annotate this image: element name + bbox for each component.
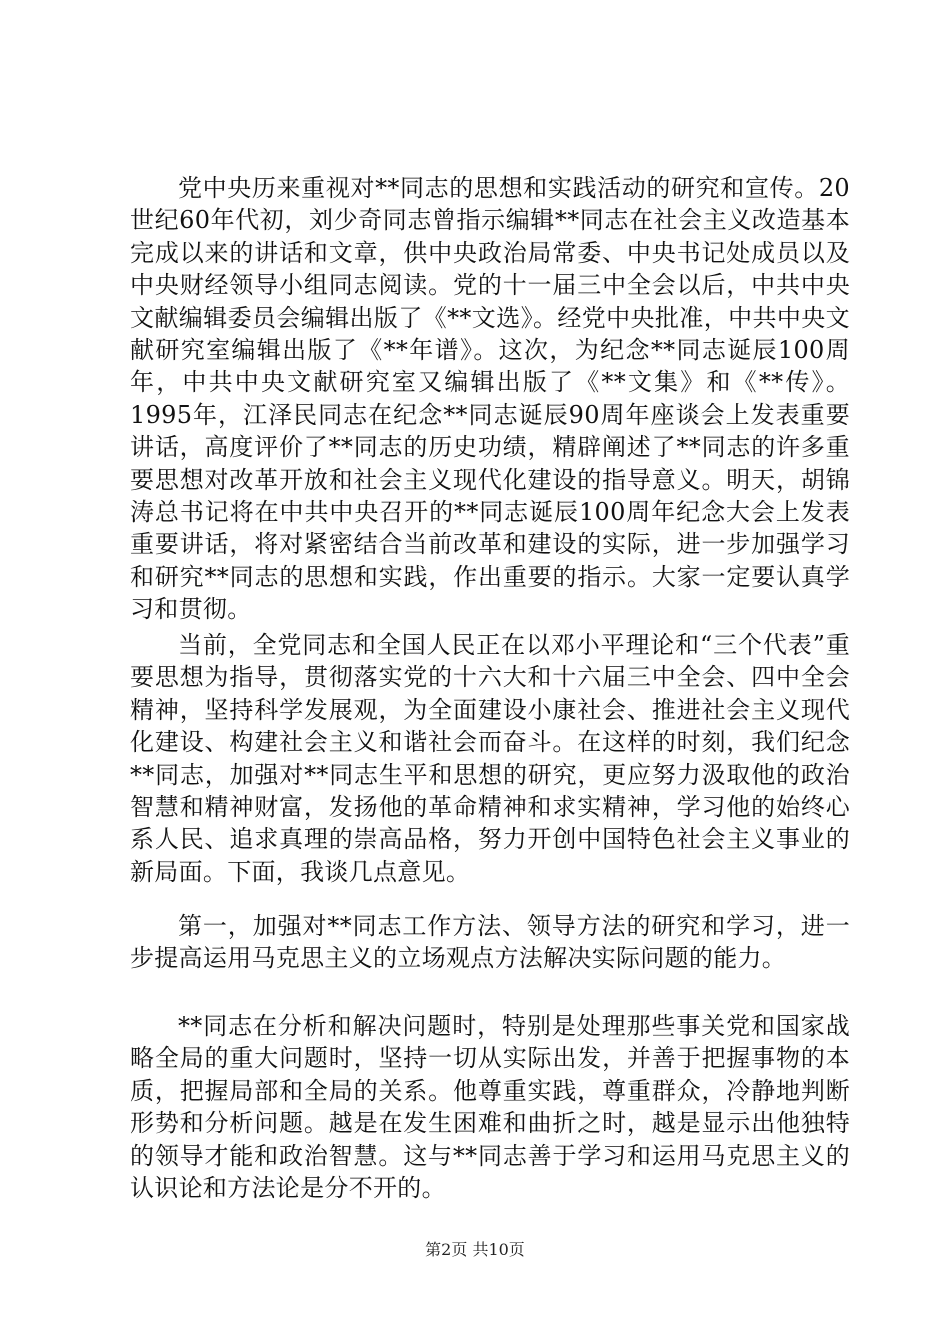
section-heading-paragraph: 第一，加强对**同志工作方法、领导方法的研究和学习，进一步提高运用马克思主义的立场观点方法解决实际问题的能力。 (130, 912, 850, 973)
body-paragraph: 党中央历来重视对**同志的思想和实践活动的研究和宣传。20世纪60年代初，刘少奇同志曾指示编辑**同志在社会主义改造基本完成以来的讲话和文章，供中央政治局常委、中央书记处成员以及中央财经领导小组同志阅读。党的十一届三中全会以后，中共中央文献编辑委员会编辑出版了《**文选》。经党中央批准，中共中央文献研究室编辑出版了《**年谱》。这次，为纪念**同志诞辰100周年，中共中央文献研究室又编辑出版了《**文集》和《**传》。1995年，江泽民同志在纪念**同志诞辰90周年座谈会上发表重要讲话，高度评价了**同志的历史功绩，精辟阐述了**同志的许多重要思想对改革开放和社会主义现代化建设的指导意义。明天，胡锦涛总书记将在中共中央召开的**同志诞辰100周年纪念大会上发表重要讲话，将对紧密结合当前改革和建设的实际，进一步加强学习和研究**同志的思想和实践，作出重要的指示。大家一定要认真学习和贯彻。 (130, 174, 850, 624)
page-number-footer: 第2页 共10页 (425, 1240, 525, 1259)
body-paragraph: 当前，全党同志和全国人民正在以邓小平理论和“三个代表”重要思想为指导，贯彻落实党的十六大和十六届三中全会、四中全会精神，坚持科学发展观，为全面建设小康社会、推进社会主义现代化建设、构建社会主义和谐社会而奋斗。在这样的时刻，我们纪念**同志，加强对**同志生平和思想的研究，更应努力汲取他的政治智慧和精神财富，发扬他的革命精神和求实精神，学习他的始终心系人民、追求真理的崇高品格，努力开创中国特色社会主义事业的新局面。下面，我谈几点意见。 (130, 631, 850, 886)
body-paragraph: **同志在分析和解决问题时，特别是处理那些事关党和国家战略全局的重大问题时，坚持一切从实际出发，并善于把握事物的本质，把握局部和全局的关系。他尊重实践，尊重群众，冷静地判断形势和分析问题。越是在发生困难和曲折之时，越是显示出他独特的领导才能和政治智慧。这与**同志善于学习和运用马克思主义的认识论和方法论是分不开的。 (130, 1012, 850, 1203)
